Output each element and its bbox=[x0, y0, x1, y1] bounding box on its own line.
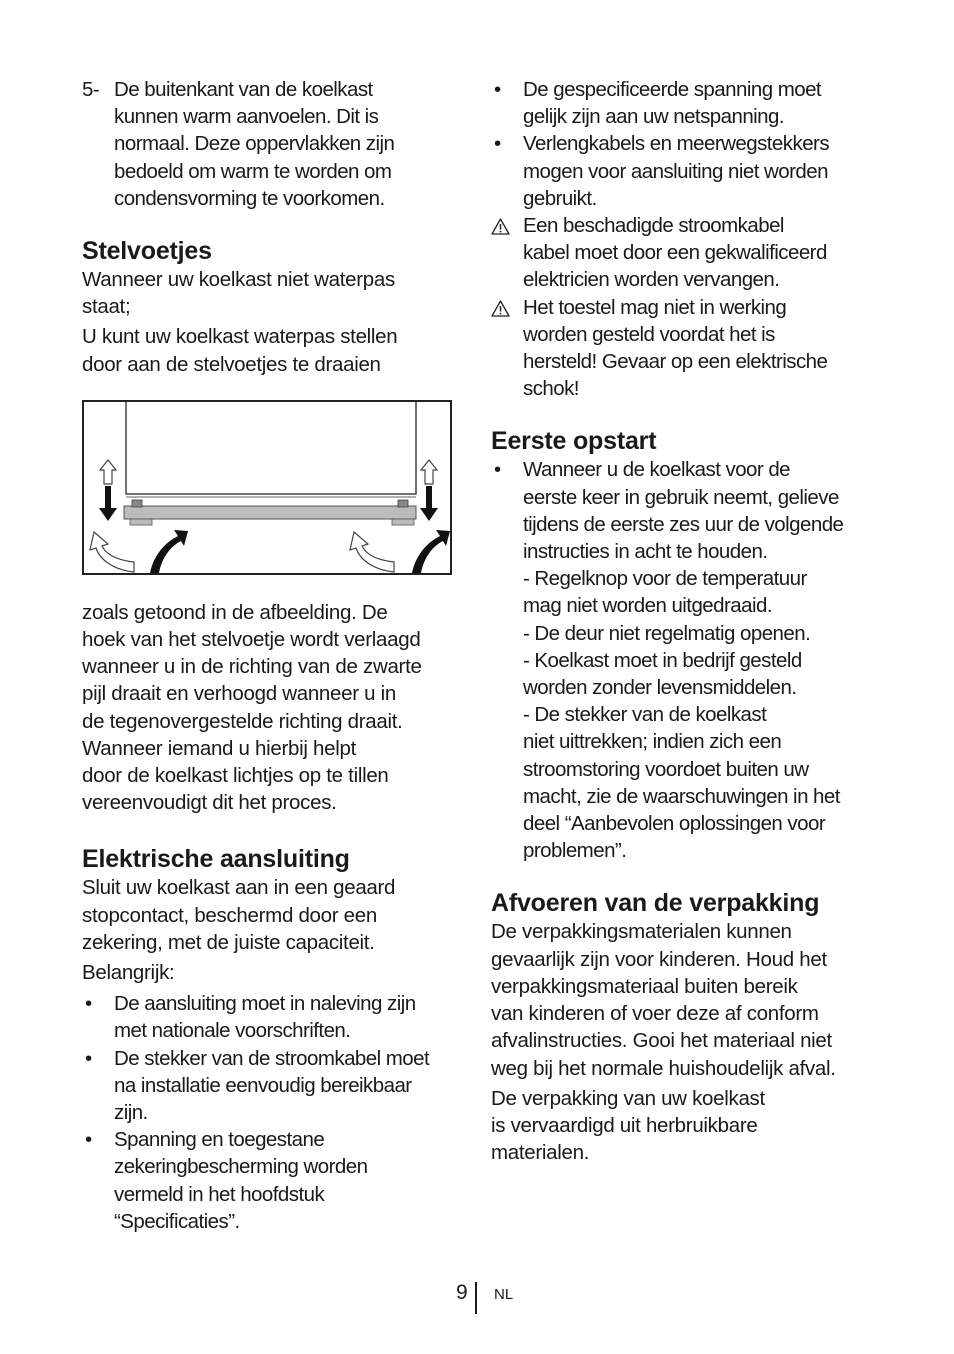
stelvoetjes-paragraph-3: zoals getoond in de afbeelding. De hoek van het stelvoetje wordt verlaagd wanneer u in de richting van de zwarte pijl draait en verhoogd wanneer u in de tegenovergestelde richting draait. Wanneer iemand u hierbij helpt door de koelkast lichtjes op te tillen vereenvoudigt dit het proces. bbox=[82, 600, 422, 815]
bullet: • bbox=[85, 1046, 92, 1070]
elektrisch-belangrijk: Belangrijk: bbox=[82, 961, 175, 985]
warning-item: Een beschadigde stroomkabel kabel moet door een gekwalificeerd elektricien worden vervangen. bbox=[491, 212, 876, 294]
language-code: NL bbox=[494, 1286, 514, 1303]
left-column bbox=[82, 76, 462, 1235]
list-item: • Spanning en toegestane zekeringbescherming worden vermeld in het hoofdstuk “Specificaties”. bbox=[85, 1128, 368, 1233]
left-down-arrow-icon bbox=[99, 486, 117, 521]
left-up-arrow-icon bbox=[100, 460, 116, 484]
item-number: 5- bbox=[82, 78, 100, 101]
warning-item: Het toestel mag niet in werking worden gesteld voordat het is hersteld! Gevaar op een elektrische schok! bbox=[491, 294, 876, 403]
item-5-text: De buitenkant van de koelkast kunnen warm aanvoelen. Dit is normaal. Deze oppervlakken zijn bedoeld om warm te worden om condensvorming te voorkomen. bbox=[114, 78, 395, 210]
right-counterclockwise-arrow-icon bbox=[350, 532, 394, 572]
list-item: • Wanneer u de koelkast voor de eerste keer in gebruik neemt, gelieve tijdens de eerste zes uur de volgende instructies in acht te houden. - Regelknop voor de temperatuur mag niet worden uitgedraaid. - De deur niet regelmatig openen. - Koelkast moet in bedrijf gesteld worden zonder levensmiddelen. - De stekker van de koelkast niet uittrekken; indien zich een stroomstoring voordoet buiten uw macht, zie de waarschuwingen in het deel “Aanbevolen oplossingen voor problemen”. bbox=[494, 458, 844, 863]
warning-triangle-icon bbox=[491, 212, 510, 235]
warning-triangle-icon bbox=[491, 294, 510, 317]
right-column bbox=[491, 76, 876, 1166]
stelvoetjes-paragraph-1: Wanneer uw koelkast niet waterpas staat; bbox=[82, 268, 395, 319]
heading-stelvoetjes: Stelvoetjes bbox=[82, 237, 212, 266]
heading-afvoeren-verpakking: Afvoeren van de verpakking bbox=[491, 889, 820, 918]
bullet: • bbox=[85, 992, 92, 1016]
bullet: • bbox=[494, 458, 501, 482]
list-item-5 bbox=[82, 76, 462, 212]
page-number: 9 bbox=[456, 1281, 468, 1304]
right-down-arrow-icon bbox=[420, 486, 438, 521]
heading-elektrische-aansluiting: Elektrische aansluiting bbox=[82, 845, 350, 874]
right-clockwise-arrow-icon bbox=[412, 530, 450, 573]
list-item: • De stekker van de stroomkabel moet na installatie eenvoudig bereikbaar zijn. bbox=[85, 1046, 430, 1125]
heading-eerste-opstart: Eerste opstart bbox=[491, 427, 657, 456]
leveling-feet-diagram bbox=[84, 402, 450, 573]
verpakking-paragraph-1: De verpakkingsmaterialen kunnen gevaarlijk zijn voor kinderen. Houd het verpakkingsmateriaal buiten bereik van kinderen of voer deze af conform afvalinstructies. Gooi het materiaal niet weg bij het normale huishoudelijk afval. bbox=[491, 920, 836, 1080]
verpakking-paragraph-2: De verpakking van uw koelkast is vervaardigd uit herbruikbare materialen. bbox=[491, 1086, 765, 1165]
list-item: • De aansluiting moet in naleving zijn met nationale voorschriften. bbox=[85, 992, 416, 1043]
bullet: • bbox=[494, 78, 501, 101]
right-up-arrow-icon bbox=[421, 460, 437, 484]
list-item: • De gespecificeerde spanning moet gelijk zijn aan uw netspanning. bbox=[494, 78, 822, 129]
leveling-feet-illustration bbox=[82, 400, 452, 575]
list-item: • Verlengkabels en meerwegstekkers mogen voor aansluiting niet worden gebruikt. bbox=[494, 132, 830, 210]
left-clockwise-arrow-icon bbox=[150, 530, 188, 573]
stelvoetjes-paragraph-2: U kunt uw koelkast waterpas stellen door aan de stelvoetjes te draaien bbox=[82, 325, 398, 376]
footer-divider bbox=[475, 1282, 477, 1314]
elektrisch-paragraph-1: Sluit uw koelkast aan in een geaard stopcontact, beschermd door een zekering, met de juiste capaciteit. bbox=[82, 876, 396, 954]
left-counterclockwise-arrow-icon bbox=[90, 532, 134, 572]
bullet: • bbox=[494, 132, 501, 156]
bullet: • bbox=[85, 1128, 92, 1152]
